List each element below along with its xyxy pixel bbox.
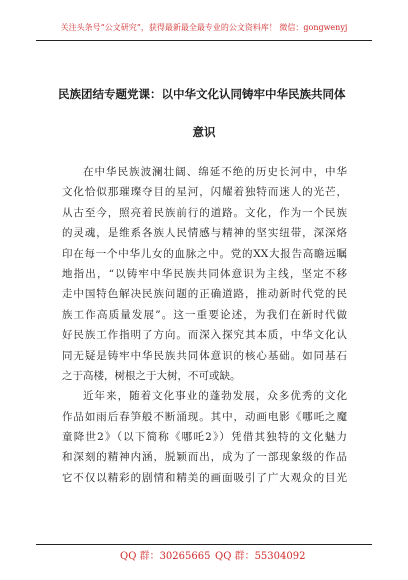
document-title-line2: 意识 <box>192 125 216 139</box>
footer-divider <box>36 544 372 545</box>
paragraph-line: 从古至今，照亮着民族前行的道路。文化，作为一个民族 <box>62 206 347 219</box>
footer-qq-group-1: QQ 群：30265665 <box>120 551 211 562</box>
paragraph-2 <box>62 386 347 488</box>
paragraph-line: 好民族工作指明了方向。而深入探究其本质，中华文化认 <box>62 329 347 342</box>
paragraph-line: 族工作高质量发展”。这一重要论述，为我们在新时代做 <box>62 308 347 321</box>
paragraph-line: 同无疑是铸牢中华民族共同体意识的核心基础。如同基石 <box>62 349 347 362</box>
document-body <box>62 162 347 488</box>
document-title-line1: 民族团结专题党课：以中华文化认同铸牢中华民族共同体 <box>58 87 346 101</box>
paragraph-line: 在中华民族波澜壮阔、绵延不绝的历史长河中，中华 <box>83 166 347 178</box>
paragraph-line: 和深刻的精神内涵，脱颖而出，成为了一部现象级的作品 <box>62 451 347 464</box>
paragraph-line: 童降世2》（以下简称《哪吒2》）凭借其独特的文化魅力 <box>62 431 347 444</box>
paragraph-line: 印在每一个中华儿女的血脉之中。党的XX大报告高瞻远瞩 <box>62 247 347 260</box>
paragraph-line: 它不仅以精彩的剧情和精美的画面吸引了广大观众的目光 <box>62 471 347 484</box>
paragraph-line: 文化恰似那璀璨夺目的星河，闪耀着独特而迷人的光芒， <box>62 186 347 199</box>
paragraph-1 <box>62 162 347 386</box>
paragraph-line: 近年来，随着文化事业的蓬勃发展，众多优秀的文化 <box>83 390 347 403</box>
paragraph-line: 之于高楼，树根之于大树，不可或缺。 <box>62 369 241 382</box>
paragraph-line: 作品如雨后春笋般不断涌现。其中，动画电影《哪吒之魔 <box>62 410 347 423</box>
header-divider <box>36 40 372 41</box>
paragraph-line: 走中国特色解决民族问题的正确道路，推动新时代党的民 <box>62 288 347 301</box>
header-promo: 关注头条号“公文研究”，获得最新最全最专业的公文资料库！ 微信：gongwenyj <box>60 23 348 32</box>
paragraph-line: 地指出，“以铸牢中华民族共同体意识为主线，坚定不移 <box>62 267 347 280</box>
footer-qq-group-2: QQ 群：55304092 <box>215 551 306 562</box>
paragraph-line: 的灵魂，是维系各族人民情感与精神的坚实纽带，深深烙 <box>62 227 347 240</box>
